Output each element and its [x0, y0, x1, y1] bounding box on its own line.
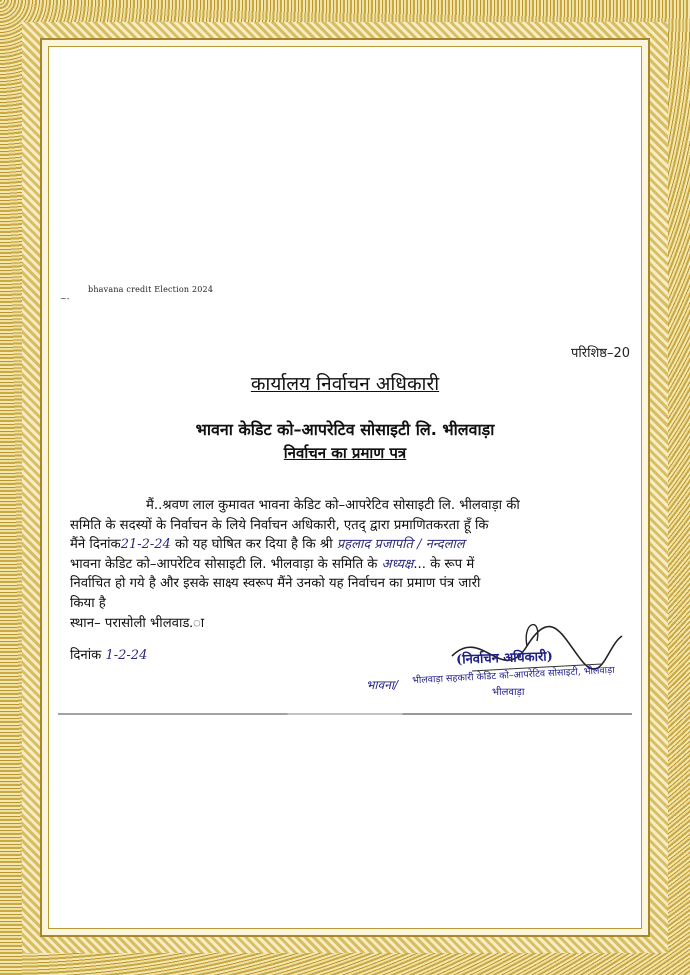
- declaration-middle: को यह घोषित कर दिया है कि श्री: [175, 537, 333, 552]
- body-line-3: [70, 535, 622, 555]
- office-title: कार्यालय निर्वाचन अधिकारी: [250, 373, 440, 395]
- certificate-subtitle: निर्वाचन का प्रमाण पत्र: [283, 444, 407, 462]
- declaration-date-prefix: मैंने दिनांक: [70, 537, 121, 552]
- header-mark: ~-: [60, 294, 70, 303]
- place-value: परासोली भीलवाड.ा: [104, 616, 205, 631]
- stamp-organization: भीलवाड़ा सहकारी केडिट को–आपरेटिव सोसाइटी, भीलवाड़ा: [411, 664, 615, 687]
- body-line-4: [70, 555, 622, 575]
- bottom-rule: [58, 713, 632, 715]
- date-row: [70, 645, 147, 663]
- stamp-city: भीलवाड़ा: [492, 687, 525, 698]
- committee-suffix: ... के रूप में: [413, 556, 475, 572]
- stamp-handwritten-prefix: भावना/: [366, 678, 399, 692]
- organization-name: भावना केडिट को–आपरेटिव सोसाइटी लि. भीलवाड़ा: [195, 420, 495, 439]
- appendix-label: परिशिष्ठ–20: [571, 346, 630, 361]
- stamp-designation: (निर्वाचन अधिकारी): [455, 649, 554, 668]
- handwritten-issue-date: 1-2-24: [105, 648, 148, 663]
- date-label: दिनांक: [70, 648, 102, 663]
- certificate-page: [56, 54, 634, 921]
- place-row: [70, 613, 204, 631]
- body-line-5: निर्वाचित हो गये है और इसके साक्ष्य स्वरूप मैंने उनको यह निर्वाचन का प्रमाण पंत्र जारी: [70, 576, 481, 591]
- handwritten-date: 21-2-24: [120, 537, 171, 552]
- election-note: bhavana credit Election 2024: [88, 285, 214, 294]
- body-line-6: किया है: [70, 595, 106, 611]
- body-line-2: समिति के सदस्यों के निर्वाचन के लिये निर्वाचन अधिकारी, एतद् द्वारा प्रमाणितकरता हूँ कि: [70, 517, 489, 533]
- body-line-1: मैं..श्रवण लाल कुमावत भावना केडिट को–आपरेटिव सोसाइटी लि. भीलवाड़ा की: [146, 498, 520, 513]
- place-label: स्थान–: [70, 616, 101, 631]
- handwritten-post: अध्यक्ष: [381, 556, 414, 572]
- handwritten-name: प्रहलाद प्रजापति / नन्दलाल: [336, 537, 465, 552]
- certificate-body: [70, 496, 622, 613]
- committee-prefix: भावना केडिट को–आपरेटिव सोसाइटी लि. भीलवाड़ा के समिति के: [70, 556, 378, 572]
